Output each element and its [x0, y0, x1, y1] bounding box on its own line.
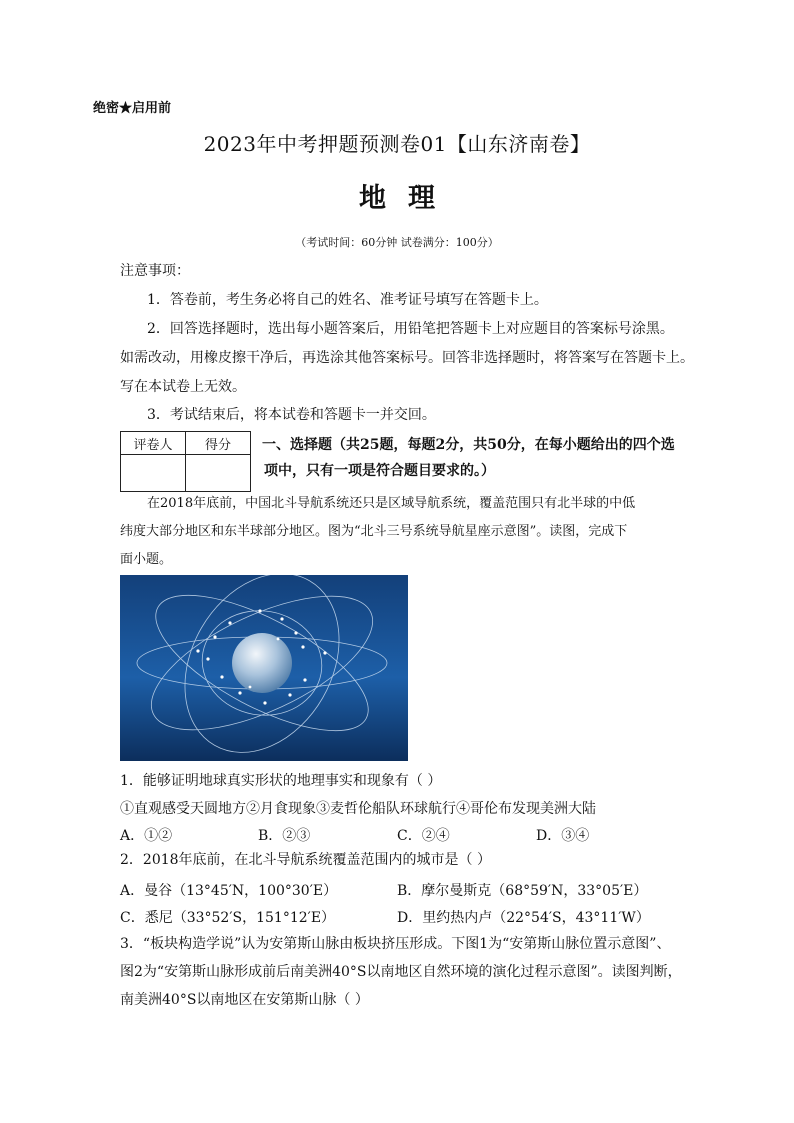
q1-option-c[interactable]: C．②④ — [397, 828, 450, 844]
q1-stem: 1．能够证明地球真实形状的地理事实和现象有（ ） — [120, 773, 442, 789]
notice-item-2-line-2: 如需改动，用橡皮擦干净后，再选涂其他答案标号。回答非选择题时，将答案写在答题卡上。 — [120, 350, 694, 366]
exam-title: 2023年中考押题预测卷01【山东济南卷】 — [203, 132, 591, 156]
q2-option-b[interactable]: B．摩尔曼斯克（68°59′N，33°05′E） — [397, 883, 648, 899]
grader-cell[interactable] — [121, 455, 186, 492]
q3-stem-line-1: 3．“板块构造学说”认为安第斯山脉由板块挤压形成。下图1为“安第斯山脉位置示意图”、 — [120, 936, 671, 952]
q1-option-b[interactable]: B．②③ — [258, 828, 311, 844]
subject-title: 地理 — [359, 183, 457, 214]
q3-stem-line-3: 南美洲40°S以南地区在安第斯山脉（ ） — [120, 992, 369, 1008]
section-heading-line-1: 一、选择题（共25题，每题2分，共50分，在每小题给出的四个选 — [262, 437, 675, 453]
exam-time-info: （考试时间：60分钟 试卷满分：100分） — [295, 236, 499, 249]
section-heading-line-2: 项中，只有一项是符合题目要求的。） — [264, 463, 495, 479]
notice-heading: 注意事项： — [120, 263, 190, 279]
grader-header: 评卷人 — [121, 432, 186, 455]
q1-statements: ①直观感受天圆地方②月食现象③麦哲伦船队环球航行④哥伦布发现美洲大陆 — [120, 801, 596, 817]
score-table — [120, 431, 251, 492]
score-cell[interactable] — [186, 455, 251, 492]
passage-line-3: 面小题。 — [120, 552, 173, 567]
beidou-constellation-figure — [120, 575, 408, 761]
q1-option-a[interactable]: A．①② — [120, 828, 173, 844]
score-header: 得分 — [186, 432, 251, 455]
q3-stem-line-2: 图2为“安第斯山脉形成前后南美洲40°S以南地区自然环境的演化过程示意图”。读图判断， — [120, 964, 682, 980]
passage-line-1: 在2018年底前，中国北斗导航系统还只是区域导航系统，覆盖范围只有北半球的中低 — [147, 496, 636, 511]
confidential-label: 绝密★启用前 — [93, 101, 172, 116]
notice-item-2-line-1: 2．回答选择题时，选出每小题答案后，用铅笔把答题卡上对应题目的答案标号涂黑。 — [147, 321, 674, 337]
notice-item-3: 3．考试结束后，将本试卷和答题卡一并交回。 — [147, 407, 436, 423]
q1-option-d[interactable]: D．③④ — [536, 828, 590, 844]
q2-stem: 2．2018年底前，在北斗导航系统覆盖范围内的城市是（ ） — [120, 852, 491, 868]
q2-option-a[interactable]: A．曼谷（13°45′N，100°30′E） — [120, 883, 338, 899]
section-heading — [262, 432, 682, 484]
q2-option-c[interactable]: C．悉尼（33°52′S，151°12′E） — [120, 910, 336, 926]
notice-item-1: 1．答卷前，考生务必将自己的姓名、准考证号填写在答题卡上。 — [147, 292, 548, 308]
notice-item-2-line-3: 写在本试卷上无效。 — [120, 379, 246, 395]
passage-line-2: 纬度大部分地区和东半球部分地区。图为“北斗三号系统导航星座示意图”。读图，完成下 — [120, 524, 628, 539]
q2-option-d[interactable]: D．里约热内卢（22°54′S，43°11′W） — [397, 910, 650, 926]
